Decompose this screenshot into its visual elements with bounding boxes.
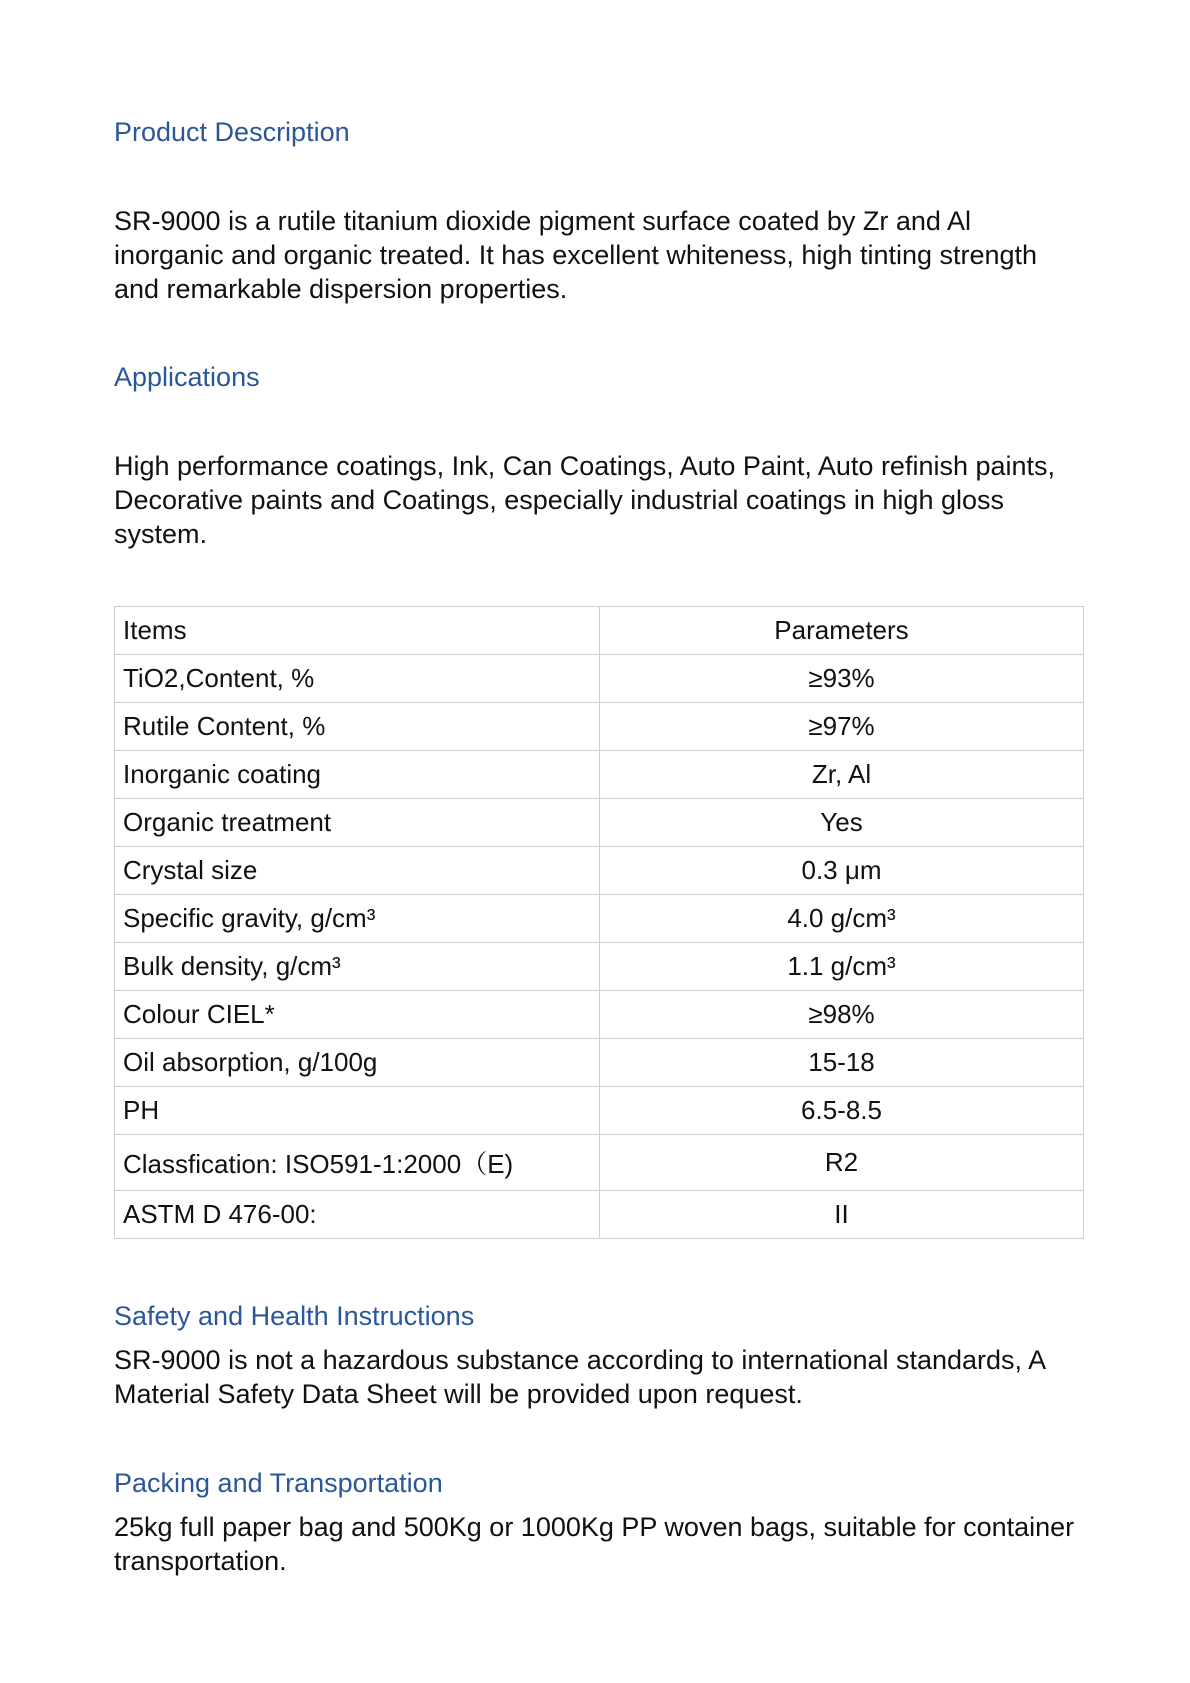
table-cell-item: Oil absorption, g/100g	[115, 1039, 600, 1087]
safety-heading: Safety and Health Instructions	[114, 1301, 475, 1331]
table-cell-parameter: II	[600, 1191, 1084, 1239]
table-cell-parameter: 1.1 g/cm³	[600, 943, 1084, 991]
table-row	[115, 655, 1084, 703]
table-row	[115, 1191, 1084, 1239]
table-cell-parameter: 15-18	[600, 1039, 1084, 1087]
table-cell-parameter: 4.0 g/cm³	[600, 895, 1084, 943]
table-row	[115, 1087, 1084, 1135]
product-description-heading: Product Description	[114, 117, 350, 147]
applications-heading: Applications	[114, 362, 260, 392]
table-cell-parameter: Zr, Al	[600, 751, 1084, 799]
spec-table	[114, 606, 1084, 1239]
table-cell-parameter: 6.5-8.5	[600, 1087, 1084, 1135]
table-row	[115, 799, 1084, 847]
table-header-parameters: Parameters	[600, 607, 1084, 655]
table-row	[115, 895, 1084, 943]
table-row	[115, 1135, 1084, 1191]
table-row	[115, 1039, 1084, 1087]
table-cell-item: Crystal size	[115, 847, 600, 895]
table-cell-item: Bulk density, g/cm³	[115, 943, 600, 991]
table-cell-item: PH	[115, 1087, 600, 1135]
table-cell-parameter: ≥97%	[600, 703, 1084, 751]
table-row	[115, 991, 1084, 1039]
table-row	[115, 703, 1084, 751]
table-cell-item: Rutile Content, %	[115, 703, 600, 751]
table-cell-item: Specific gravity, g/cm³	[115, 895, 600, 943]
table-row	[115, 943, 1084, 991]
table-cell-parameter: R2	[600, 1135, 1084, 1191]
table-header-items: Items	[115, 607, 600, 655]
table-cell-item: Inorganic coating	[115, 751, 600, 799]
product-description-text: SR-9000 is a rutile titanium dioxide pigment surface coated by Zr and Al inorganic and organic treated. It has excellent whiteness, high tinting strength and remarkable dispersion properties.	[114, 206, 1038, 304]
table-cell-parameter: 0.3 μm	[600, 847, 1084, 895]
table-cell-item: Classfication: ISO591-1:2000（E)	[115, 1135, 600, 1191]
table-header-row	[115, 607, 1084, 655]
table-cell-parameter: ≥98%	[600, 991, 1084, 1039]
packing-heading: Packing and Transportation	[114, 1468, 443, 1498]
table-cell-parameter: Yes	[600, 799, 1084, 847]
table-row	[115, 847, 1084, 895]
table-cell-item: TiO2,Content, %	[115, 655, 600, 703]
table-cell-item: Organic treatment	[115, 799, 600, 847]
table-row	[115, 751, 1084, 799]
table-cell-parameter: ≥93%	[600, 655, 1084, 703]
table-cell-item: Colour CIEL*	[115, 991, 600, 1039]
applications-text: High performance coatings, Ink, Can Coatings, Auto Paint, Auto refinish paints, Decorative paints and Coatings, especially industrial coatings in high gloss system.	[114, 451, 1056, 549]
packing-text: 25kg full paper bag and 500Kg or 1000Kg PP woven bags, suitable for container transportation.	[114, 1512, 1075, 1576]
safety-text: SR-9000 is not a hazardous substance according to international standards, A Material Safety Data Sheet will be provided upon request.	[114, 1345, 1045, 1409]
table-cell-item: ASTM D 476-00:	[115, 1191, 600, 1239]
